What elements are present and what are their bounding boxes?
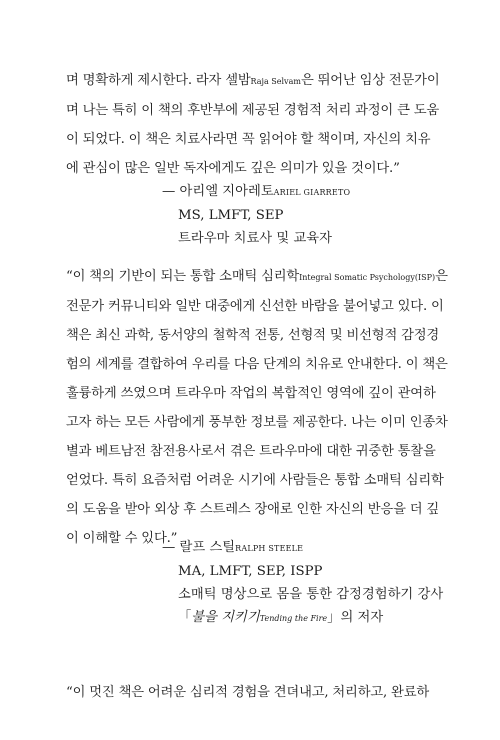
text-line: 의 도움을 받아 외상 후 스트레스 장애로 인한 자신의 반응을 더 깊: [66, 502, 440, 517]
testimonial-paragraph-3: [66, 678, 438, 707]
signature-name-english: ARIEL GIARRETO: [273, 188, 351, 197]
text-line: 며 명확하게 제시한다. 라자 셀밤Raja Selvam은 뛰어난 임상 전문가이: [66, 73, 440, 88]
author-name-english: Raja Selvam: [250, 77, 301, 86]
text-line: 고자 하는 모든 사람에게 풍부한 정보를 제공한다. 나는 이미 인종차: [66, 415, 448, 430]
signature-credentials: MS, LMFT, SEP: [178, 208, 284, 223]
signature-ralph-steele: [162, 536, 443, 630]
book-title-korean: 불을 지키기: [191, 610, 260, 625]
text-line: 책은 최신 과학, 동서양의 철학적 전통, 선형적 및 비선형적 감정경: [66, 328, 440, 343]
text-line: 이 되었다. 이 책은 치료사라면 꼭 읽어야 할 책이며, 자신의 치유: [66, 132, 431, 147]
text-line: 별과 베트남전 참전용사로서 겪은 트라우마에 대한 귀중한 통찰을: [66, 444, 436, 459]
text-line: 에 관심이 많은 일반 독자에게도 깊은 의미가 있을 것이다.”: [66, 161, 400, 176]
signature-name: — 아리엘 지아레토ARIEL GIARRETO: [162, 184, 351, 199]
testimonial-paragraph-2: [66, 262, 448, 553]
text-line: “이 멋진 책은 어려운 심리적 경험을 견뎌내고, 처리하고, 완료하: [66, 685, 429, 700]
text-line: 전문가 커뮤니티와 일반 대중에게 신선한 바람을 불어넣고 있다. 이: [66, 299, 444, 314]
signature-ariel-giarreto: [162, 180, 350, 250]
signature-credentials: MA, LMFT, SEP, ISPP: [178, 564, 323, 579]
signature-name-english: RALPH STEELE: [235, 544, 304, 553]
text-line: 이 이해할 수 있다.”: [66, 531, 178, 546]
text-line: “이 책의 기반이 되는 통합 소매틱 심리학Integral Somatic Psychology(ISP)은: [66, 269, 448, 284]
signature-role: 트라우마 치료사 및 교육자: [178, 231, 332, 246]
text-line: 며 나는 특히 이 책의 후반부에 제공된 경험적 처리 과정이 큰 도움: [66, 103, 440, 118]
signature-role: 소매틱 명상으로 몸을 통한 감정경험하기 강사: [178, 587, 444, 602]
text-line: 훌륭하게 쓰였으며 트라우마 작업의 복합적인 영역에 깊이 관여하: [66, 386, 436, 401]
text-line: 험의 세계를 결합하여 우리를 다음 단계의 치유로 안내한다. 이 책은: [66, 357, 448, 372]
signature-name: — 랄프 스틸RALPH STEELE: [162, 540, 304, 555]
text-line: 얻었다. 특히 요즘처럼 어려운 시기에 사람들은 통합 소매틱 심리학: [66, 473, 444, 488]
testimonial-paragraph-1: [66, 66, 438, 183]
term-english: Integral Somatic Psychology(ISP): [299, 273, 436, 282]
signature-book: 「불을 지키기Tending the Fire」의 저자: [178, 610, 384, 625]
book-title-english: Tending the Fire: [259, 614, 328, 623]
